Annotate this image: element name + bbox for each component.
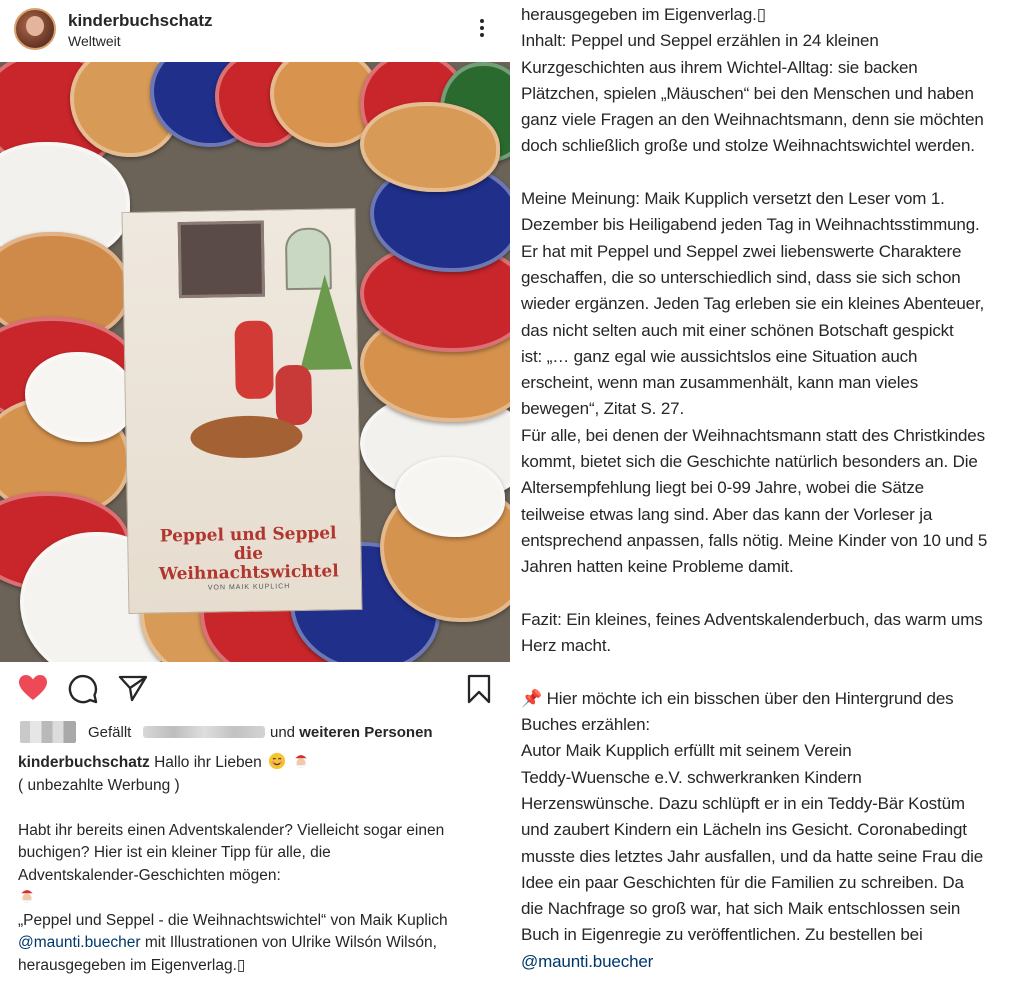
caption-continued-line: Plätzchen, spielen „Mäuschen“ bei den Menschen und haben (521, 83, 974, 103)
caption-continued-line: Idee ein paar Geschichten für die Familien zu schreiben. Da (521, 872, 964, 892)
text-spacer (521, 659, 1016, 685)
caption-continued-line: geschaffen, die so unterschiedlich sind, dass sie sich schon (521, 267, 961, 287)
caption-continued-line: Altersempfehlung liegt bei 0-99 Jahre, wobei die Sätze (521, 478, 924, 498)
caption-line: Adventskalender-Geschichten mögen: (18, 866, 281, 884)
caption-continued-line: Kurzgeschichten aus ihrem Wichtel-Alltag: sie backen (521, 57, 918, 77)
caption-continued-line: und zaubert Kindern ein Lächeln ins Gesicht. Coronabedingt (521, 820, 967, 840)
caption-line: herausgegeben im Eigenverlag.▯ (18, 956, 246, 974)
action-bar (0, 662, 510, 718)
caption-username[interactable]: kinderbuchschatz (18, 754, 150, 771)
post-location[interactable]: Weltweit (68, 33, 121, 49)
santa-illustration (234, 320, 273, 399)
caption-continued-line: kommt, bietet sich die Geschichte natürlich besonders an. Die (521, 452, 978, 472)
caption-continued-line: Teddy-Wuensche e.V. schwerkranken Kindern (521, 767, 862, 787)
liker-avatar (20, 721, 76, 743)
book-cover (122, 208, 363, 614)
post-caption (18, 752, 498, 977)
text-spacer (521, 581, 1016, 607)
text-spacer (521, 160, 1016, 186)
mrs-claus-illustration (275, 365, 312, 426)
caption-line: mit Illustrationen von Ulrike Wilsón Wilsón, (140, 934, 437, 951)
caption-line: „Peppel und Seppel - die Weihnachtswichtel“ von Maik Kuplich (18, 911, 448, 929)
caption-continued-line: doch schließlich große und stolze Weihnachtswichtel werden. (521, 136, 975, 156)
likes-rest (270, 724, 433, 741)
likes-middle: und (270, 724, 296, 741)
caption-continued-line: erscheint, wenn man zusammenhält, kann man vieles (521, 373, 919, 393)
mention-link[interactable]: @maunti.buecher (18, 934, 141, 951)
caption-continued-panel (510, 0, 1020, 982)
caption-continued-line: Fazit: Ein kleines, feines Adventskalenderbuch, das warm ums (521, 609, 983, 629)
mention-link[interactable]: @maunti.buecher (521, 951, 654, 971)
likes-suffix[interactable]: weiteren Personen (299, 724, 433, 741)
santa-face-icon (292, 752, 310, 770)
caption-greeting: Hallo ihr Lieben (154, 754, 262, 771)
cover-author: VON MAIK KUPLICH (207, 583, 291, 592)
caption-continued-line: Meine Meinung: Maik Kupplich versetzt den Leser vom 1. (521, 189, 945, 209)
caption-continued-line: die Nachfrage so groß war, hat sich Maik entschlossen sein (521, 899, 961, 919)
caption-continued-text (521, 2, 1016, 975)
caption-continued-line: ist: „… ganz egal wie aussichtslos eine Situation auch (521, 346, 918, 366)
caption-continued-line: wieder ergänzen. Jeden Tag erleben sie ein kleines Abenteuer, (521, 294, 985, 314)
cover-title-line2: die Weihnachtswichtel (158, 543, 339, 585)
caption-spacer (18, 797, 498, 820)
caption-continued-line: das nicht selten auch mit einer schönen Botschaft gespickt (521, 320, 954, 340)
smiling-face-icon (268, 752, 286, 770)
caption-continued-line: bewegen“, Zitat S. 27. (521, 399, 685, 419)
bookmark-icon[interactable] (466, 674, 492, 704)
caption-continued-line: Herzenswünsche. Dazu schlüpft er in ein Teddy-Bär Kostüm (521, 793, 965, 813)
caption-continued-line: Autor Maik Kupplich erfüllt mit seinem Verein (521, 741, 852, 761)
caption-continued-line: Er hat mit Peppel und Seppel zwei liebenswerte Charaktere (521, 241, 962, 261)
cover-title-line1: Peppel und Seppel (159, 523, 337, 547)
caption-continued-line: Herz macht. (521, 636, 611, 656)
likes-prefix: Gefällt (88, 724, 132, 741)
caption-line: buchigen? Hier ist ein kleiner Tipp für alle, die (18, 844, 331, 861)
cover-title (148, 524, 349, 584)
caption-continued-line: musste dies letztes Jahr ausfallen, und da hatte seine Frau die (521, 846, 984, 866)
more-vertical-icon[interactable] (470, 16, 494, 44)
share-icon[interactable] (118, 674, 148, 702)
felt-hat (360, 102, 500, 192)
caption-continued-line: Für alle, bei denen der Weihnachtsmann statt des Christkindes (521, 425, 985, 445)
likes-summary[interactable] (0, 718, 510, 746)
santa-face-icon (18, 887, 36, 905)
caption-continued-line: herausgegeben im Eigenverlag.▯ (521, 5, 766, 24)
blurred-username (143, 726, 265, 738)
post-header (0, 0, 510, 62)
caption-continued-line: teilweise etwas lang sind. Aber das kann der Vorleser ja (521, 504, 933, 524)
table-illustration (190, 415, 303, 459)
caption-continued-line: ganz viele Fragen an den Weihnachtsmann, denn sie möchten (521, 110, 984, 130)
caption-continued-line: Inhalt: Peppel und Seppel erzählen in 24 kleinen (521, 31, 879, 51)
caption-line: Habt ihr bereits einen Adventskalender? Vielleicht sogar einen (18, 821, 445, 839)
post-username[interactable]: kinderbuchschatz (68, 11, 213, 30)
caption-ad-note: ( unbezahlte Werbung ) (18, 776, 180, 794)
tree-illustration (299, 274, 353, 370)
caption-continued-line: 📌 Hier möchte ich ein bisschen über den Hintergrund des (521, 688, 954, 708)
fireplace-illustration (178, 221, 265, 298)
caption-continued-line: Jahren hatten keine Probleme damit. (521, 557, 794, 577)
caption-continued-line: Buch in Eigenregie zu veröffentlichen. Zu bestellen bei (521, 925, 923, 945)
heart-filled-icon[interactable] (18, 674, 48, 702)
post-photo[interactable] (0, 62, 510, 662)
avatar[interactable] (14, 8, 56, 50)
caption-continued-line: Buches erzählen: (521, 715, 650, 735)
caption-continued-line: Dezember bis Heiligabend jeden Tag in Weihnachtsstimmung. (521, 215, 980, 235)
caption-continued-line: entsprechend anpassen, falls nötig. Meine Kinder von 10 und 5 (521, 530, 988, 550)
comment-icon[interactable] (68, 674, 98, 704)
